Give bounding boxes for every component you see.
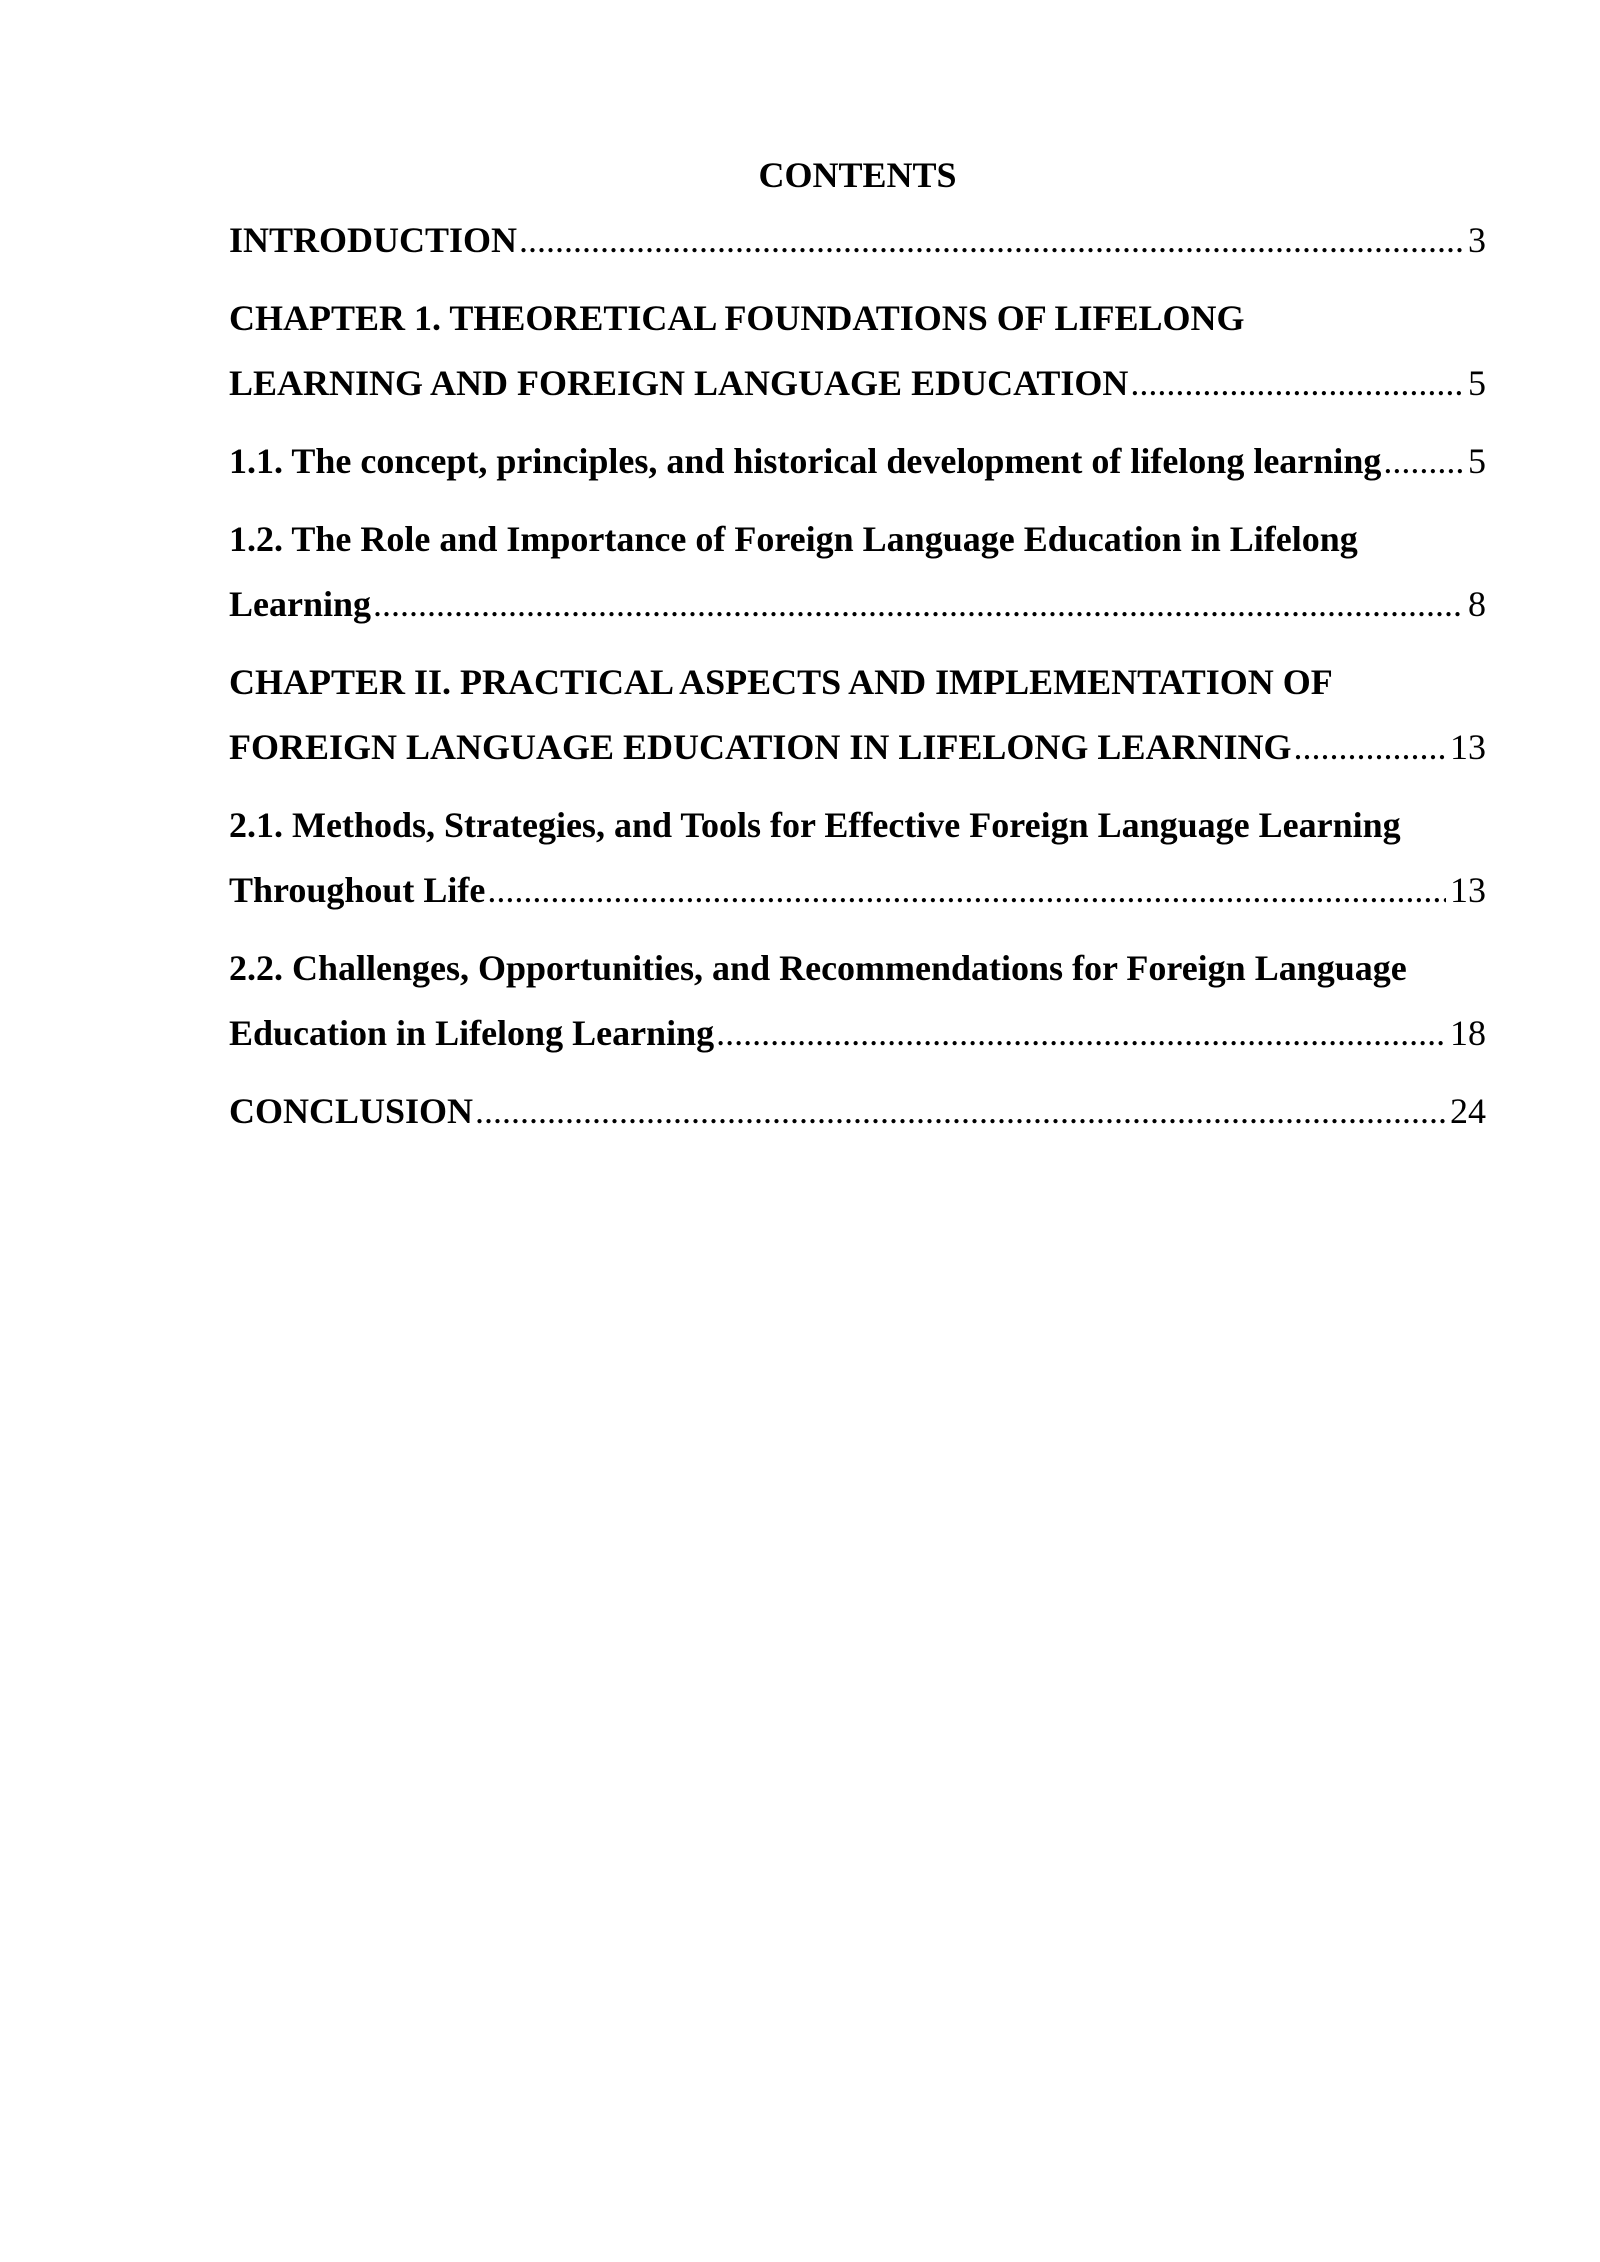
toc-entry-lead: CHAPTER II. PRACTICAL ASPECTS AND IMPLEMENTATION OF xyxy=(229,662,1333,702)
toc-entry-lead: 2.1. Methods, Strategies, and Tools for Effective Foreign Language Learning xyxy=(229,805,1401,845)
toc-line xyxy=(229,429,1486,494)
toc-entry-text: LEARNING AND FOREIGN LANGUAGE EDUCATION xyxy=(229,363,1129,403)
toc-line xyxy=(229,572,1486,637)
toc-page-number: 5 xyxy=(1468,441,1486,481)
dot-leader xyxy=(1130,351,1464,416)
toc-page-number: 13 xyxy=(1450,870,1486,910)
dot-leader xyxy=(519,208,1464,273)
toc-entry-section-2-2[interactable] xyxy=(229,936,1486,1066)
toc-line xyxy=(229,715,1486,780)
toc-entry-section-1-2[interactable] xyxy=(229,507,1486,637)
toc-entry-text: CONCLUSION xyxy=(229,1091,474,1131)
toc-line xyxy=(229,351,1486,416)
page-title: CONTENTS xyxy=(758,155,957,195)
dot-leader xyxy=(475,1079,1446,1144)
toc-page-number: 24 xyxy=(1450,1091,1486,1131)
dot-leader xyxy=(716,1001,1446,1066)
toc-entry-text: Learning xyxy=(229,584,372,624)
document-page xyxy=(229,150,1486,1157)
toc-entry-section-2-1[interactable] xyxy=(229,793,1486,923)
toc-line xyxy=(229,858,1486,923)
toc-line xyxy=(229,208,1486,273)
toc-entry-conclusion[interactable] xyxy=(229,1079,1486,1144)
toc-entry-lead: CHAPTER 1. THEORETICAL FOUNDATIONS OF LIFELONG xyxy=(229,298,1245,338)
dot-leader xyxy=(1383,429,1464,494)
dot-leader xyxy=(373,572,1464,637)
dot-leader xyxy=(1293,715,1446,780)
toc-entry-text: INTRODUCTION xyxy=(229,220,518,260)
toc-entry-text: FOREIGN LANGUAGE EDUCATION IN LIFELONG LEARNING xyxy=(229,727,1292,767)
dot-leader xyxy=(487,858,1446,923)
toc-page-number: 8 xyxy=(1468,584,1486,624)
toc-entry-text: Throughout Life xyxy=(229,870,486,910)
toc-page-number: 3 xyxy=(1468,220,1486,260)
toc-entry-text: 1.1. The concept, principles, and historical development of lifelong learning xyxy=(229,441,1382,481)
toc-line xyxy=(229,1079,1486,1144)
toc-page-number: 5 xyxy=(1468,363,1486,403)
toc-page-number: 13 xyxy=(1450,727,1486,767)
toc-entry-lead: 1.2. The Role and Importance of Foreign Language Education in Lifelong xyxy=(229,519,1358,559)
toc-line xyxy=(229,1001,1486,1066)
toc-entry-text: Education in Lifelong Learning xyxy=(229,1013,715,1053)
toc-page-number: 18 xyxy=(1450,1013,1486,1053)
toc-entry-chapter-1[interactable] xyxy=(229,286,1486,416)
toc-entry-lead: 2.2. Challenges, Opportunities, and Recommendations for Foreign Language xyxy=(229,948,1407,988)
toc-entry-introduction[interactable] xyxy=(229,208,1486,273)
toc-entry-section-1-1[interactable] xyxy=(229,429,1486,494)
toc-entry-chapter-2[interactable] xyxy=(229,650,1486,780)
